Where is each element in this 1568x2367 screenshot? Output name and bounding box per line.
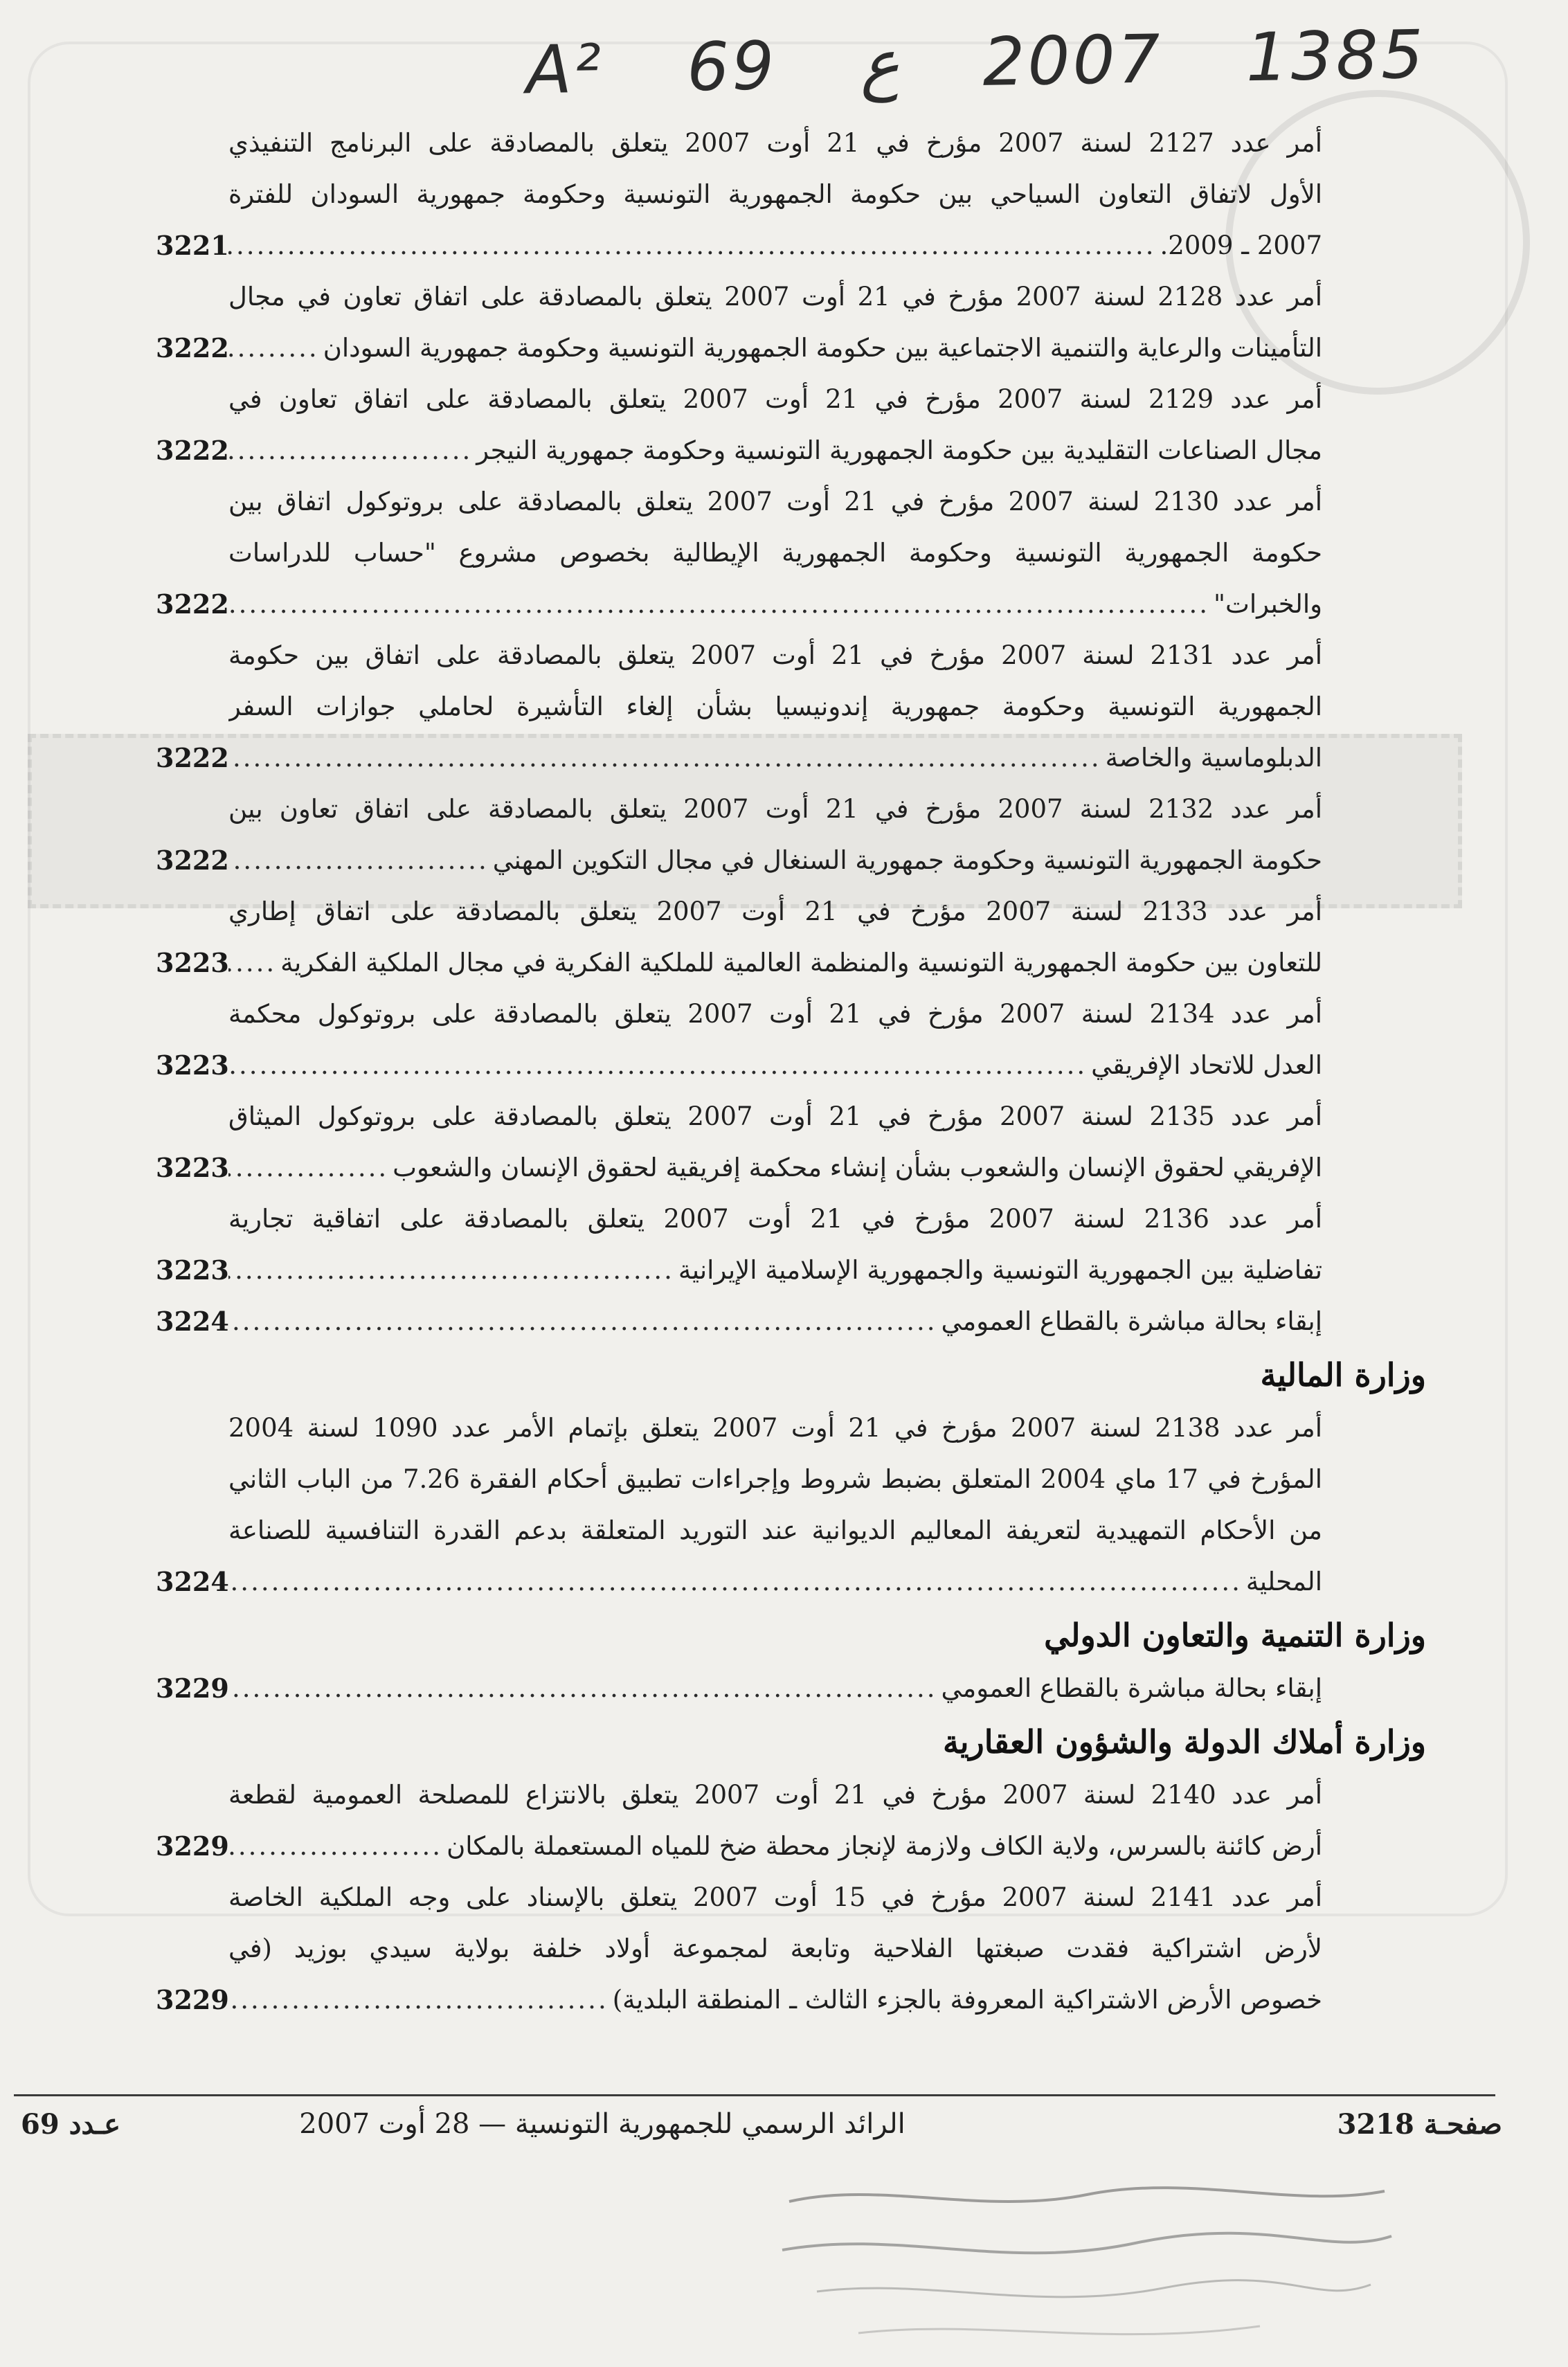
toc-entry-text: من الأحكام التمهيدية لتعريفة المعاليم الديوانية عند التوريد المتعلقة بدعم القدرة التنافسية للصناعة [228, 1515, 1322, 1545]
leader-dots [228, 835, 489, 886]
page-reference: 3229 [156, 1830, 229, 1862]
toc-entry [156, 1091, 1322, 1194]
toc-entry [156, 1296, 1322, 1347]
leader-dots [228, 220, 1156, 271]
toc-entry-text: إبقاء بحالة مباشرة بالقطاع العمومي [941, 1306, 1322, 1336]
page-reference: 3222 [156, 742, 229, 773]
page-reference: 3222 [156, 845, 229, 876]
toc-entry-last-line [228, 1974, 1322, 2026]
toc-entry-text: المؤرخ في 17 ماي 2004 المتعلق بضبط شروط وإجراءات تطبيق أحكام الفقرة 7.26 من الباب الثاني [228, 1464, 1322, 1494]
toc-entry-text: أمر عدد 2130 لسنة 2007 مؤرخ في 21 أوت 2007 يتعلق بالمصادقة على بروتوكول اتفاق بين [228, 487, 1322, 516]
toc-entry [156, 271, 1322, 374]
handwritten-mark: 1385 [1245, 15, 1427, 97]
toc-entry-text: خصوص الأرض الاشتراكية المعروفة بالجزء الثالث ـ المنطقة البلدية) [612, 1985, 1322, 2015]
toc-entry-last-line [228, 835, 1322, 886]
page-reference: 3224 [156, 1566, 229, 1597]
toc-entry-text: أمر عدد 2128 لسنة 2007 مؤرخ في 21 أوت 2007 يتعلق بالمصادقة على اتفاق تعاون في مجال [228, 282, 1322, 312]
handwritten-mark: ع [859, 24, 901, 103]
toc-entry-text: أمر عدد 2141 لسنة 2007 مؤرخ في 15 أوت 2007 يتعلق بالإسناد على وجه الملكية الخاصة [228, 1882, 1322, 1912]
toc-entry-last-line [228, 1296, 1322, 1347]
page-reference: 3221 [156, 230, 229, 261]
page-reference: 3223 [156, 947, 229, 978]
toc-entry-text: الجمهورية التونسية وحكومة جمهورية إندونيسيا بشأن إلغاء التأشيرة لحاملي جوازات السفر [228, 692, 1322, 721]
toc-entry-text: والخبرات" [1213, 589, 1322, 619]
toc-entry-text: 2007 ـ 2009. [1160, 231, 1322, 260]
toc-entry-last-line [228, 1556, 1322, 1608]
toc-entry [156, 989, 1322, 1091]
page-reference: 3222 [156, 332, 229, 363]
toc-entry-text: أمر عدد 2135 لسنة 2007 مؤرخ في 21 أوت 2007 يتعلق بالمصادقة على بروتوكول الميثاق [228, 1101, 1322, 1131]
handwritten-mark: A² [525, 30, 605, 109]
toc-entry-text: أرض كائنة بالسرس، ولاية الكاف ولازمة لإنجاز محطة ضخ للمياه المستعملة بالمكان [447, 1831, 1322, 1861]
leader-dots [228, 1821, 442, 1872]
page-reference: 3222 [156, 588, 229, 620]
toc-entry-text: للتعاون بين حكومة الجمهورية التونسية والمنظمة العالمية للملكية الفكرية في مجال الملكية الفكرية [280, 948, 1322, 978]
footer-divider [14, 2094, 1495, 2096]
table-of-contents [156, 118, 1426, 2026]
toc-entry [156, 784, 1322, 886]
leader-dots [228, 1245, 674, 1296]
page-reference: 3229 [156, 1984, 229, 2015]
toc-entry-text: أمر عدد 2134 لسنة 2007 مؤرخ في 21 أوت 2007 يتعلق بالمصادقة على بروتوكول محكمة [228, 999, 1322, 1029]
toc-entry-last-line [228, 220, 1322, 271]
leader-dots [228, 732, 1101, 784]
toc-entry [156, 886, 1322, 989]
toc-entry [156, 1403, 1322, 1608]
page-reference: 3229 [156, 1673, 229, 1704]
toc-entry [156, 630, 1322, 784]
toc-entry-text: حكومة الجمهورية التونسية وحكومة الجمهورية الإيطالية بخصوص مشروع "حساب للدراسات [228, 538, 1322, 568]
toc-entry-text: أمر عدد 2129 لسنة 2007 مؤرخ في 21 أوت 2007 يتعلق بالمصادقة على اتفاق تعاون في [228, 384, 1322, 414]
page-reference: 3223 [156, 1050, 229, 1081]
toc-entry-text: إبقاء بحالة مباشرة بالقطاع العمومي [941, 1673, 1322, 1703]
issue-number: عـدد 69 [21, 2108, 120, 2141]
journal-title: الرائد الرسمي للجمهورية التونسية — 28 أوت 2007 [299, 2108, 905, 2140]
toc-entry [156, 1194, 1322, 1296]
handwritten-mark: 2007 [982, 20, 1164, 101]
page-footer [21, 2108, 1502, 2163]
page-reference: 3223 [156, 1254, 229, 1286]
toc-entry-text: أمر عدد 2136 لسنة 2007 مؤرخ في 21 أوت 2007 يتعلق بالمصادقة على اتفاقية تجارية [228, 1204, 1322, 1234]
page-reference: 3224 [156, 1306, 229, 1337]
toc-entry [156, 1663, 1322, 1714]
leader-dots [228, 1296, 937, 1347]
toc-entry-last-line [228, 579, 1322, 630]
toc-entry-last-line [228, 732, 1322, 784]
toc-entry-last-line [228, 1663, 1322, 1714]
toc-entry-text: حكومة الجمهورية التونسية وحكومة جمهورية السنغال في مجال التكوين المهني [492, 845, 1322, 875]
toc-entry-last-line [228, 1040, 1322, 1091]
toc-entry [156, 374, 1322, 476]
leader-dots [228, 1556, 1242, 1608]
toc-entry-text: لأرض اشتراكية فقدت صبغتها الفلاحية وتابعة لمجموعة أولاد خلفة بولاية سيدي بوزيد (في [228, 1934, 1322, 1963]
toc-entry-last-line [228, 1245, 1322, 1296]
toc-entry-text: مجال الصناعات التقليدية بين حكومة الجمهورية التونسية وحكومة جمهورية النيجر [476, 435, 1322, 465]
leader-dots [228, 425, 472, 476]
toc-entry-last-line [228, 323, 1322, 374]
leader-dots [228, 323, 319, 374]
leader-dots [228, 1040, 1087, 1091]
leader-dots [228, 1142, 388, 1194]
handwritten-mark: 69 [686, 27, 778, 107]
toc-entry-text: الدبلوماسية والخاصة [1105, 743, 1322, 773]
toc-entry-last-line [228, 1142, 1322, 1194]
handwritten-annotation [525, 13, 1427, 112]
toc-entry-text: أمر عدد 2140 لسنة 2007 مؤرخ في 21 أوت 2007 يتعلق بالانتزاع للمصلحة العمومية لقطعة [228, 1780, 1322, 1810]
leader-dots [228, 1663, 937, 1714]
toc-entry-text: الإفريقي لحقوق الإنسان والشعوب بشأن إنشاء محكمة إفريقية لحقوق الإنسان والشعوب [393, 1153, 1322, 1182]
page-reference: 3222 [156, 435, 229, 466]
toc-entry-text: المحلية [1245, 1567, 1322, 1596]
toc-entry-text: التأمينات والرعاية والتنمية الاجتماعية بين حكومة الجمهورية التونسية وحكومة جمهورية السودان [323, 333, 1322, 363]
toc-entry [156, 1770, 1322, 1872]
toc-entry-text: تفاضلية بين الجمهورية التونسية والجمهورية الإسلامية الإيرانية [678, 1255, 1322, 1285]
leader-dots [228, 1974, 609, 2026]
toc-entry [156, 118, 1322, 271]
toc-entry-last-line [228, 425, 1322, 476]
section-heading: وزارة أملاك الدولة والشؤون العقارية [943, 1723, 1426, 1761]
toc-entry-text: العدل للاتحاد الإفريقي [1091, 1050, 1322, 1080]
page-number: صفحـة 3218 [1337, 2108, 1502, 2141]
toc-entry-text: أمر عدد 2127 لسنة 2007 مؤرخ في 21 أوت 2007 يتعلق بالمصادقة على البرنامج التنفيذي [228, 128, 1322, 158]
toc-entry-text: الأول لاتفاق التعاون السياحي بين حكومة الجمهورية التونسية وحكومة جمهورية السودان للفترة [228, 179, 1322, 209]
section-heading: وزارة التنمية والتعاون الدولي [1044, 1617, 1426, 1654]
toc-entry-last-line [228, 1821, 1322, 1872]
toc-entry-text: أمر عدد 2131 لسنة 2007 مؤرخ في 21 أوت 2007 يتعلق بالمصادقة على اتفاق بين حكومة [228, 640, 1322, 670]
toc-entry-text: أمر عدد 2138 لسنة 2007 مؤرخ في 21 أوت 2007 يتعلق بإتمام الأمر عدد 1090 لسنة 2004 [228, 1413, 1322, 1443]
section-heading: وزارة المالية [1260, 1356, 1426, 1394]
page-reference: 3223 [156, 1152, 229, 1183]
leader-dots [228, 579, 1209, 630]
toc-entry-text: أمر عدد 2133 لسنة 2007 مؤرخ في 21 أوت 2007 يتعلق بالمصادقة على اتفاق إطاري [228, 897, 1322, 926]
toc-entry [156, 1872, 1322, 2026]
handwritten-scribble [775, 2174, 1398, 2354]
toc-entry-last-line [228, 937, 1322, 989]
toc-entry-text: أمر عدد 2132 لسنة 2007 مؤرخ في 21 أوت 2007 يتعلق بالمصادقة على اتفاق تعاون بين [228, 794, 1322, 824]
toc-entry [156, 476, 1322, 630]
